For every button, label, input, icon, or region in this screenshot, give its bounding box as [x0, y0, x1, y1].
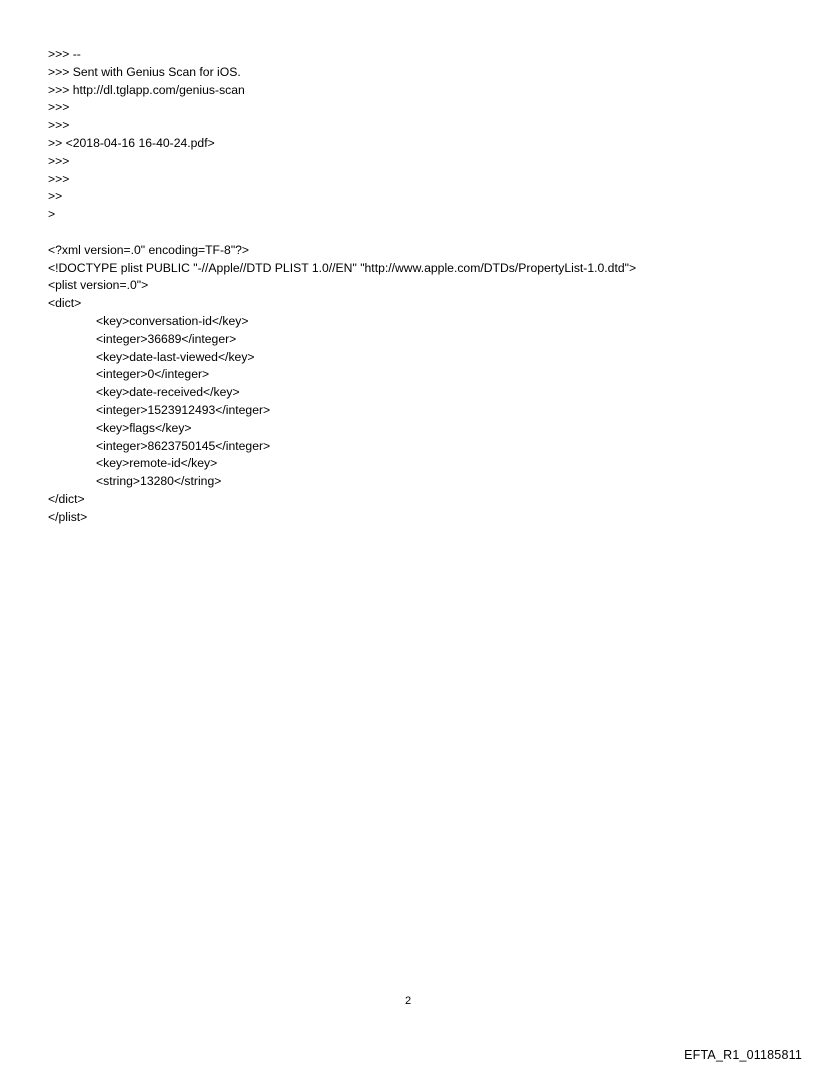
quoted-line: >>> Sent with Genius Scan for iOS.	[48, 64, 241, 79]
quoted-email-block	[48, 46, 788, 224]
blank-line	[48, 224, 788, 242]
plist-close-tag: </plist>	[48, 509, 88, 524]
quoted-line: >>>	[48, 171, 70, 186]
plist-entry: <key>flags</key>	[96, 420, 192, 435]
attachment-line: >> <2018-04-16 16-40-24.pdf>	[48, 135, 215, 150]
bates-number: EFTA_R1_01185811	[684, 1048, 802, 1062]
plist-entry: <string>13280</string>	[96, 474, 222, 489]
plist-entry: <key>date-last-viewed</key>	[96, 349, 255, 364]
quoted-line: >>	[48, 189, 63, 204]
quoted-line: >>>	[48, 100, 70, 115]
doctype-line: <!DOCTYPE plist PUBLIC "-//Apple//DTD PLIST 1.0//EN" "http://www.apple.com/DTDs/PropertyList-1.0.dtd">	[48, 260, 637, 275]
plist-block	[48, 242, 788, 527]
page-number: 2	[404, 995, 412, 1007]
document-body	[48, 46, 788, 527]
plist-entry: <integer>8623750145</integer>	[96, 438, 271, 453]
plist-entry: <key>date-received</key>	[96, 385, 240, 400]
plist-entry: <integer>0</integer>	[96, 367, 210, 382]
plist-entry: <integer>1523912493</integer>	[96, 402, 271, 417]
plist-open-tag: <plist version=.0">	[48, 278, 149, 293]
quoted-line: >>> http://dl.tglapp.com/genius-scan	[48, 82, 245, 97]
dict-close-tag: </dict>	[48, 491, 85, 506]
plist-entry: <key>conversation-id</key>	[96, 313, 249, 328]
xml-declaration: <?xml version=.0" encoding=TF-8"?>	[48, 242, 250, 257]
quoted-line: >>> --	[48, 47, 81, 61]
plist-entry: <integer>36689</integer>	[96, 331, 237, 346]
plist-entry: <key>remote-id</key>	[96, 456, 218, 471]
quoted-line: >>>	[48, 118, 70, 133]
dict-open-tag: <dict>	[48, 296, 82, 311]
quoted-line: >	[48, 207, 56, 222]
quoted-line: >>>	[48, 153, 70, 168]
